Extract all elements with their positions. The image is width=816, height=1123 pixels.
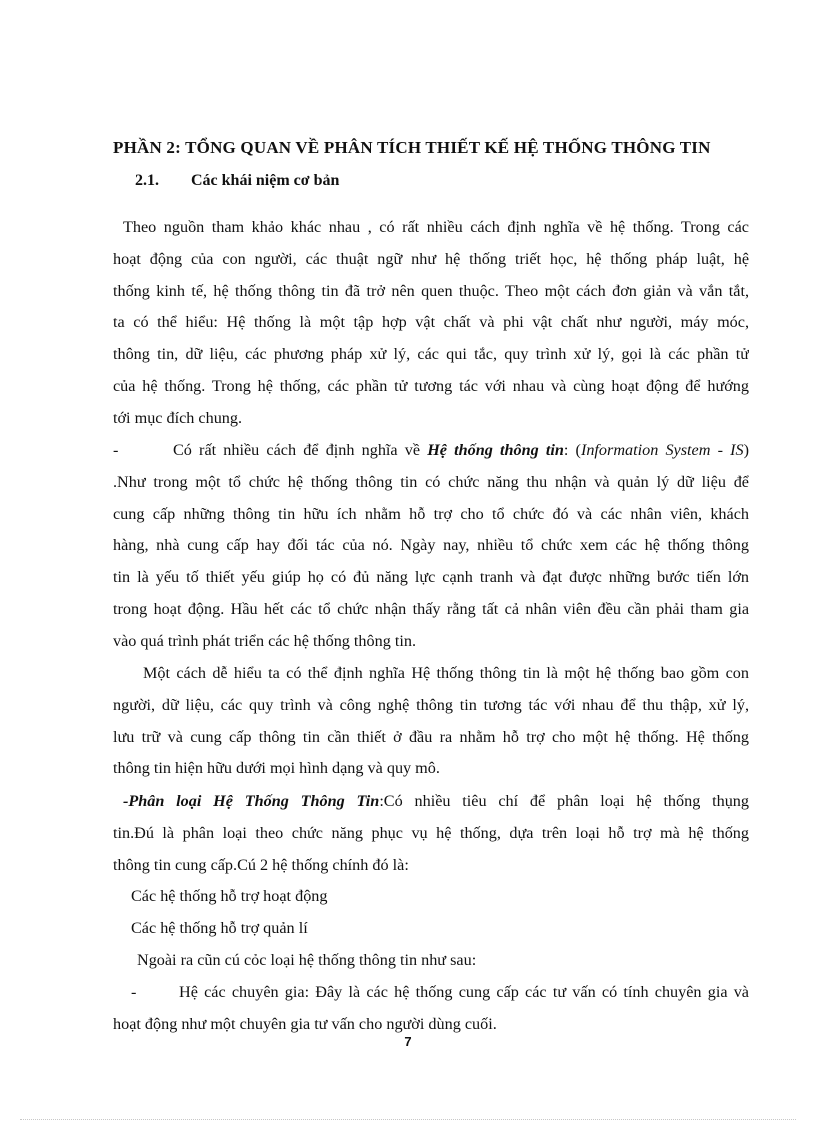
text-line: Theo nguồn tham khảo khác nhau , có rất nhiều cách định nghĩa về hệ thống. Trong các (123, 218, 749, 236)
list-item: Các hệ thống hỗ trợ quản lí (131, 918, 308, 937)
lead-text: Có rất nhiều cách để định nghĩa về (173, 441, 428, 459)
paragraph-is-explained (113, 658, 749, 785)
classification-rest: :Có nhiều tiêu chí để phân loại hệ thống thụng (379, 792, 749, 810)
text-line: hoạt động của con người, các thuật ngữ như hệ thống triết học, hệ thống pháp luật, hệ (113, 249, 749, 268)
text-line: tin.Đú là phân loại theo chức năng phục vụ hệ thống, dựa trên loại hỗ trợ mà hệ thống (113, 823, 749, 842)
term-separator: : ( (563, 441, 581, 459)
text-line: trong hoạt động. Hầu hết các tổ chức nhận thấy rằng tất cả nhân viên đều cần phải tham gia (113, 599, 749, 618)
text-line: thống kinh tế, hệ thống thông tin đã trở nên quen thuộc. Theo một cách đơn giản và vắn tắt, (113, 281, 749, 300)
text-line: người, dữ liệu, các quy trình và công nghệ thông tin tương tác với nhau để thu thập, xử lý, (113, 695, 749, 714)
paragraph-expert-systems (113, 977, 749, 1041)
text-line: ta có thể hiểu: Hệ thống là một tập hợp vật chất và phi vật chất như người, máy móc, (113, 313, 749, 332)
page-number: 7 (404, 1034, 412, 1049)
text-line (113, 977, 749, 1009)
text-line: thông tin hiện hữu dưới mọi hình dạng và quy mô. (113, 759, 440, 778)
text-line: lưu trữ và cung cấp thông tin cần thiết ở đầu ra nhằm hỗ trợ cho một hệ thống. Hệ thống (113, 727, 749, 746)
text-line: thông tin cung cấp.Cú 2 hệ thống chính đó là: (113, 855, 409, 874)
term-english: Information System - IS (580, 441, 744, 459)
page-divider (20, 1119, 796, 1120)
text-line: .Như trong một tổ chức hệ thống thông tin có chức năng thu nhận và quản lý dữ liệu để (113, 472, 749, 491)
paragraph-definition-system (113, 212, 749, 435)
section-heading: PHẦN 2: TỔNG QUAN VỀ PHÂN TÍCH THIẾT KẾ HỆ THỐNG THÔNG TIN (113, 138, 711, 157)
system-type-list (113, 881, 749, 976)
expert-first-line: Hệ các chuyên gia: Đây là các hệ thống cung cấp các tư vấn có tính chuyên gia và (179, 983, 749, 1001)
subsection-number: 2.1. (135, 172, 159, 189)
text-line: hoạt động như một chuyên gia tư vấn cho người dùng cuối. (113, 1014, 497, 1033)
classification-term: -Phân loại Hệ Thống Thông Tin (123, 792, 380, 810)
term-is: Hệ thống thông tin (427, 441, 564, 459)
list-item: Các hệ thống hỗ trợ hoạt động (131, 887, 328, 905)
text-line (113, 435, 749, 467)
paragraph-definition-is (113, 435, 749, 658)
text-line (113, 786, 749, 818)
dash-bullet: - (131, 983, 137, 1001)
text-line: Một cách dễ hiểu ta có thể định nghĩa Hệ thống thông tin là một hệ thống bao gồm con (143, 664, 749, 682)
term-close: ) (743, 441, 749, 459)
text-line: cung cấp những thông tin hữu ích nhằm hỗ trợ cho tổ chức đó và các nhân viên, khách (113, 504, 749, 523)
text-line: hàng, nhà cung cấp hay đối tác của nó. Ngày nay, nhiều tổ chức xem các hệ thống thông (113, 536, 749, 555)
text-line: thông tin, dữ liệu, các phương pháp xử lý, các qui tắc, quy trình xử lý, gọi là các phần tử (113, 345, 749, 364)
text-line: vào quá trình phát triển các hệ thống thông tin. (113, 631, 416, 650)
dash-bullet: - (113, 441, 119, 459)
text-line: tin là yếu tố thiết yếu giúp họ có đủ năng lực cạnh tranh và đạt được những bước tiến lớn (113, 568, 749, 587)
text-line: Ngoài ra cũn cú cỏc loại hệ thống thông tin như sau: (137, 950, 477, 969)
subsection-title: Các khái niệm cơ bản (191, 172, 340, 189)
subsection-heading (135, 172, 339, 190)
text-line: của hệ thống. Trong hệ thống, các phần tử tương tác với nhau và cùng hoạt động để hướng (113, 376, 749, 395)
text-line: tới mục đích chung. (113, 408, 243, 427)
paragraph-classification (113, 786, 749, 881)
